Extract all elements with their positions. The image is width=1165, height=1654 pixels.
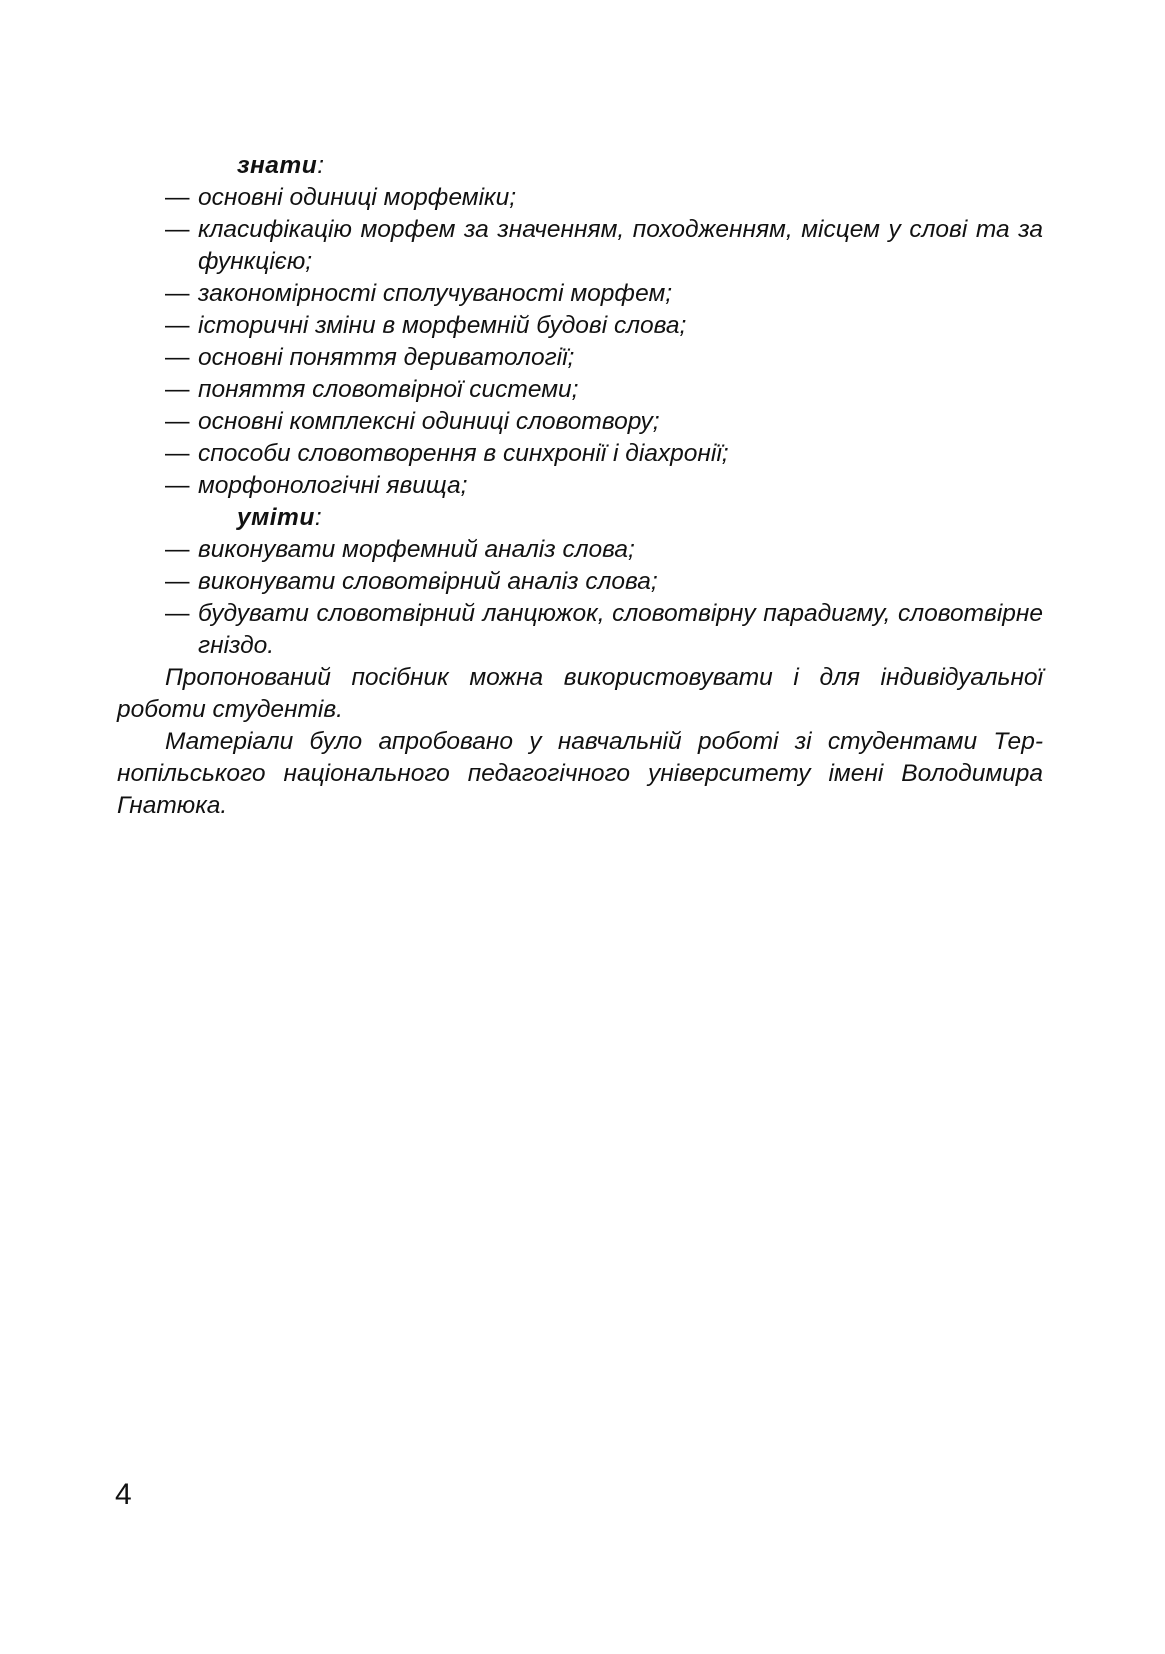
can-heading-colon: : bbox=[314, 504, 323, 531]
list-item bbox=[117, 406, 1043, 438]
list-item-text: історичні зміни в морфемній будові слова; bbox=[198, 312, 687, 339]
list-item bbox=[117, 470, 1043, 502]
page-number: 4 bbox=[115, 1478, 132, 1511]
dash-marker: — bbox=[165, 472, 190, 499]
know-heading-colon: : bbox=[317, 152, 325, 179]
can-list bbox=[117, 534, 1043, 662]
list-item bbox=[117, 598, 1043, 662]
list-item-text: виконувати словотвірний аналіз слова; bbox=[198, 568, 658, 595]
know-list bbox=[117, 182, 1043, 502]
dash-marker: — bbox=[165, 280, 190, 307]
list-item-text: будувати словотвірний ланцюжок, словотвірну парадигму, словотвірне гніздо. bbox=[198, 600, 1043, 659]
know-heading bbox=[237, 150, 1043, 182]
dash-marker: — bbox=[165, 184, 190, 211]
dash-marker: — bbox=[165, 440, 190, 467]
dash-marker: — bbox=[165, 344, 190, 371]
list-item-text: основні комплексні одиниці словотвору; bbox=[198, 408, 660, 435]
dash-marker: — bbox=[165, 312, 190, 339]
list-item bbox=[117, 182, 1043, 214]
dash-marker: — bbox=[165, 376, 190, 403]
list-item-text: основні поняття дериватології; bbox=[198, 344, 575, 371]
list-item bbox=[117, 342, 1043, 374]
can-heading-text: уміти bbox=[237, 504, 315, 531]
list-item-text: поняття словотвірної системи; bbox=[198, 376, 579, 403]
list-item bbox=[117, 374, 1043, 406]
can-heading bbox=[237, 502, 1043, 534]
list-item bbox=[117, 310, 1043, 342]
list-item-text: морфонологічні явища; bbox=[198, 472, 468, 499]
paragraph-usage: Пропонований посібник можна використовувати і для індивідуальної роботи студентів. bbox=[117, 664, 1043, 723]
list-item bbox=[117, 566, 1043, 598]
list-item-text: способи словотворення в синхронії і діахронії; bbox=[198, 440, 729, 467]
know-heading-text: знати bbox=[237, 152, 318, 179]
dash-marker: — bbox=[165, 568, 190, 595]
list-item-text: закономірності сполучуваності морфем; bbox=[198, 280, 673, 307]
dash-marker: — bbox=[165, 600, 190, 627]
page-content bbox=[117, 150, 1043, 822]
list-item bbox=[117, 438, 1043, 470]
dash-marker: — bbox=[165, 536, 190, 563]
dash-marker: — bbox=[165, 408, 190, 435]
dash-marker: — bbox=[165, 216, 190, 243]
list-item-text: виконувати морфемний аналіз слова; bbox=[198, 536, 635, 563]
paragraph-approbation: Матеріали було апробовано у навчальній роботі зі студентами Тернопільського національного педагогічного університету імені Володимира Гнатюка. bbox=[117, 728, 1043, 819]
list-item bbox=[117, 214, 1043, 278]
list-item bbox=[117, 534, 1043, 566]
list-item-text: основні одиниці морфеміки; bbox=[198, 184, 517, 211]
list-item bbox=[117, 278, 1043, 310]
list-item-text: класифікацію морфем за значенням, походженням, місцем у слові та за функцією; bbox=[198, 216, 1043, 275]
